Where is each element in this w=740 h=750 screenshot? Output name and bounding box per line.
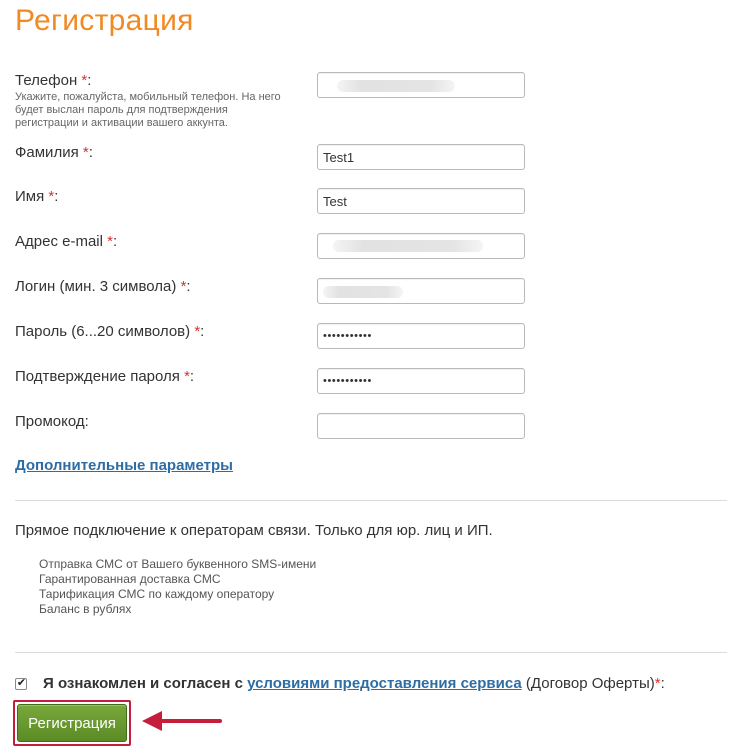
login-redaction (323, 286, 403, 298)
login-row (15, 278, 535, 295)
password-confirm-label: Подтверждение пароля *: (15, 368, 195, 385)
promo-input[interactable] (317, 413, 525, 439)
divider-bottom (15, 652, 727, 653)
login-label: Логин (мин. 3 символа) *: (15, 278, 191, 295)
checkmark-icon: ✔ (16, 677, 27, 689)
first-name-input[interactable] (317, 188, 525, 214)
email-row (15, 233, 535, 250)
agreement-checkbox[interactable] (15, 678, 27, 690)
last-name-input[interactable] (317, 144, 525, 170)
password-row (15, 323, 535, 340)
first-name-label: Имя *: (15, 188, 59, 205)
agreement-text-before: Я ознакомлен и согласен с (43, 675, 243, 692)
page-title: Регистрация (15, 4, 194, 37)
promo-row (15, 413, 535, 430)
password-confirm-row (15, 368, 535, 385)
terms-link[interactable]: условиями предоставления сервиса (247, 675, 522, 692)
first-name-row (15, 188, 535, 205)
promo-label: Промокод: (15, 413, 89, 430)
phone-label: Телефон *: (15, 72, 92, 89)
password-input[interactable] (317, 323, 525, 349)
phone-hint: Укажите, пожалуйста, мобильный телефон. На него будет выслан пароль для подтверждения регистрации и активации вашего аккунта. (15, 91, 281, 129)
register-button[interactable]: Регистрация (17, 704, 127, 742)
feature-item: Гарантированная доставка СМС (39, 572, 221, 586)
agreement-colon: : (660, 675, 665, 692)
feature-list (39, 557, 316, 617)
divider-top (15, 500, 727, 501)
agreement-asterisk: * (654, 675, 661, 692)
additional-params-link[interactable]: Дополнительные параметры (15, 457, 233, 474)
agreement-text-after: (Договор Оферты) (525, 675, 655, 692)
password-label: Пароль (6...20 символов) *: (15, 323, 205, 340)
last-name-row (15, 144, 535, 161)
promo-block-text: Прямое подключение к операторам связи. Только для юр. лиц и ИП. (15, 522, 493, 539)
arrow-left-icon (140, 708, 222, 734)
phone-redaction (337, 80, 455, 92)
agreement-text (43, 675, 665, 692)
last-name-label: Фамилия *: (15, 144, 93, 161)
email-label: Адрес e-mail *: (15, 233, 118, 250)
password-confirm-input[interactable] (317, 368, 525, 394)
feature-item: Отправка СМС от Вашего буквенного SMS-имени (39, 557, 317, 571)
agreement-row (15, 675, 727, 693)
phone-row (15, 72, 535, 130)
feature-item: Тарификация СМС по каждому оператору (39, 587, 275, 601)
email-redaction (333, 240, 483, 252)
feature-item: Баланс в рублях (39, 602, 132, 616)
